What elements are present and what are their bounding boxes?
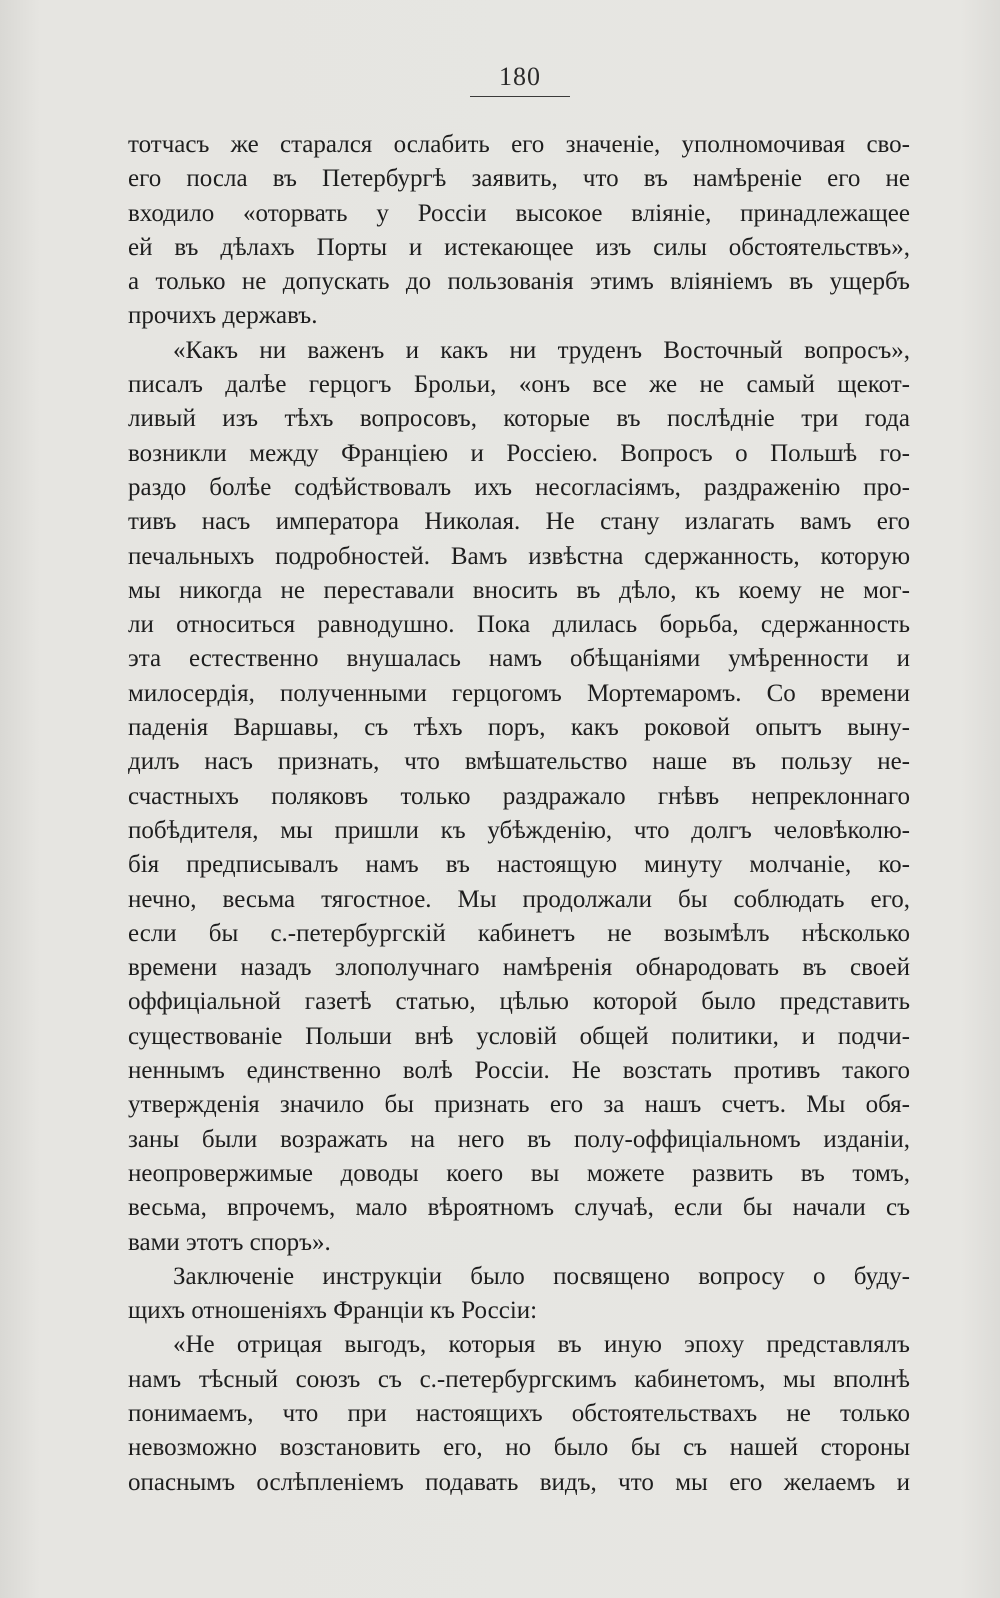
text-line: времени назадъ злополучнаго намѣренія обнародовать въ своей <box>128 954 910 982</box>
text-line: милосердія, полученными герцогомъ Мортемаромъ. Со времени <box>128 679 910 707</box>
text-line: опаснымъ ослѣпленіемъ подавать видъ, что мы его желаемъ и <box>128 1468 910 1496</box>
text-line: существованіе Польши внѣ условій общей политики, и подчи- <box>128 1022 910 1050</box>
text-line: входило «оторвать у Россіи высокое вліяніе, принадлежащее <box>128 199 910 227</box>
text-line: эта естественно внушалась намъ обѣщаніями умѣренности и <box>128 645 910 673</box>
text-line: невозможно возстановить его, но было бы съ нашей стороны <box>128 1434 910 1462</box>
text-line: вами этотъ споръ». <box>128 1228 331 1256</box>
text-line: неопровержимые доводы коего вы можете развить въ томъ, <box>128 1159 910 1187</box>
text-line: ей въ дѣлахъ Порты и истекающее изъ силы обстоятельствъ», <box>128 233 910 261</box>
page-number: 180 <box>499 62 541 91</box>
text-line: возникли между Франціею и Россіею. Вопросъ о Польшѣ го- <box>128 439 910 467</box>
text-line: утвержденія значило бы признать его за нашъ счетъ. Мы обя- <box>128 1091 910 1119</box>
text-line: «Не отрицая выгодъ, которыя въ иную эпоху представлялъ <box>173 1331 910 1359</box>
text-line: тивъ насъ императора Николая. Не стану излагать вамъ его <box>128 508 910 536</box>
text-line: Заключеніе инструкціи было посвящено вопросу о буду- <box>173 1262 910 1290</box>
text-line: паденія Варшавы, съ тѣхъ поръ, какъ роковой опытъ выну- <box>128 714 910 742</box>
text-line: бія предписывалъ намъ въ настоящую минуту молчаніе, ко- <box>128 851 910 879</box>
text-line: щихъ отношеніяхъ Франціи къ Россіи: <box>128 1297 538 1325</box>
text-line: счастныхъ поляковъ только раздражало гнѣвъ непреклоннаго <box>128 782 910 810</box>
page-number-rule <box>470 96 570 97</box>
text-line: ли относиться равнодушно. Пока длилась борьба, сдержанность <box>128 611 910 639</box>
text-line: печальныхъ подробностей. Вамъ извѣстна сдержанность, которую <box>128 542 910 570</box>
text-line: неннымъ единственно волѣ Россіи. Не возстать противъ такого <box>128 1057 910 1085</box>
text-line: тотчасъ же старался ослабить его значеніе, уполномочивая сво- <box>128 131 910 158</box>
text-line: а только не допускать до пользованія этимъ вліяніемъ въ ущербъ <box>128 268 910 296</box>
text-line: оффиціальной газетѣ статью, цѣлью которой было представить <box>128 988 910 1016</box>
text-line: весьма, впрочемъ, мало вѣроятномъ случаѣ, если бы начали съ <box>128 1194 910 1222</box>
text-line: намъ тѣсный союзъ съ с.-петербургскимъ кабинетомъ, мы вполнѣ <box>128 1365 910 1393</box>
text-line: дилъ насъ признать, что вмѣшательство наше въ пользу не- <box>128 748 910 776</box>
text-line: писалъ далѣе герцогъ Брольи, «онъ все же не самый щекот- <box>128 371 910 399</box>
text-line: «Какъ ни важенъ и какъ ни труденъ Восточный вопросъ», <box>173 336 910 364</box>
text-line: нечно, весьма тягостное. Мы продолжали бы соблюдать его, <box>128 885 910 913</box>
text-line: если бы с.-петербургскій кабинетъ не возымѣлъ нѣсколько <box>128 919 910 947</box>
text-line: понимаемъ, что при настоящихъ обстоятельствахъ не только <box>128 1399 910 1427</box>
text-line: ливый изъ тѣхъ вопросовъ, которые въ послѣдніе три года <box>128 405 910 433</box>
text-line: побѣдителя, мы пришли къ убѣжденію, что долгъ человѣколю- <box>128 816 910 844</box>
text-line: мы никогда не переставали вносить въ дѣло, къ коему не мог- <box>128 576 910 604</box>
text-line: заны были возражать на него въ полу-оффиціальномъ изданіи, <box>128 1125 910 1153</box>
text-line: прочихъ державъ. <box>128 302 318 330</box>
text-line: раздо болѣе содѣйствовалъ ихъ несогласіямъ, раздраженію про- <box>128 473 910 501</box>
text-line: его посла въ Петербургѣ заявить, что въ намѣреніе его не <box>128 165 910 193</box>
body-text <box>128 128 910 1500</box>
